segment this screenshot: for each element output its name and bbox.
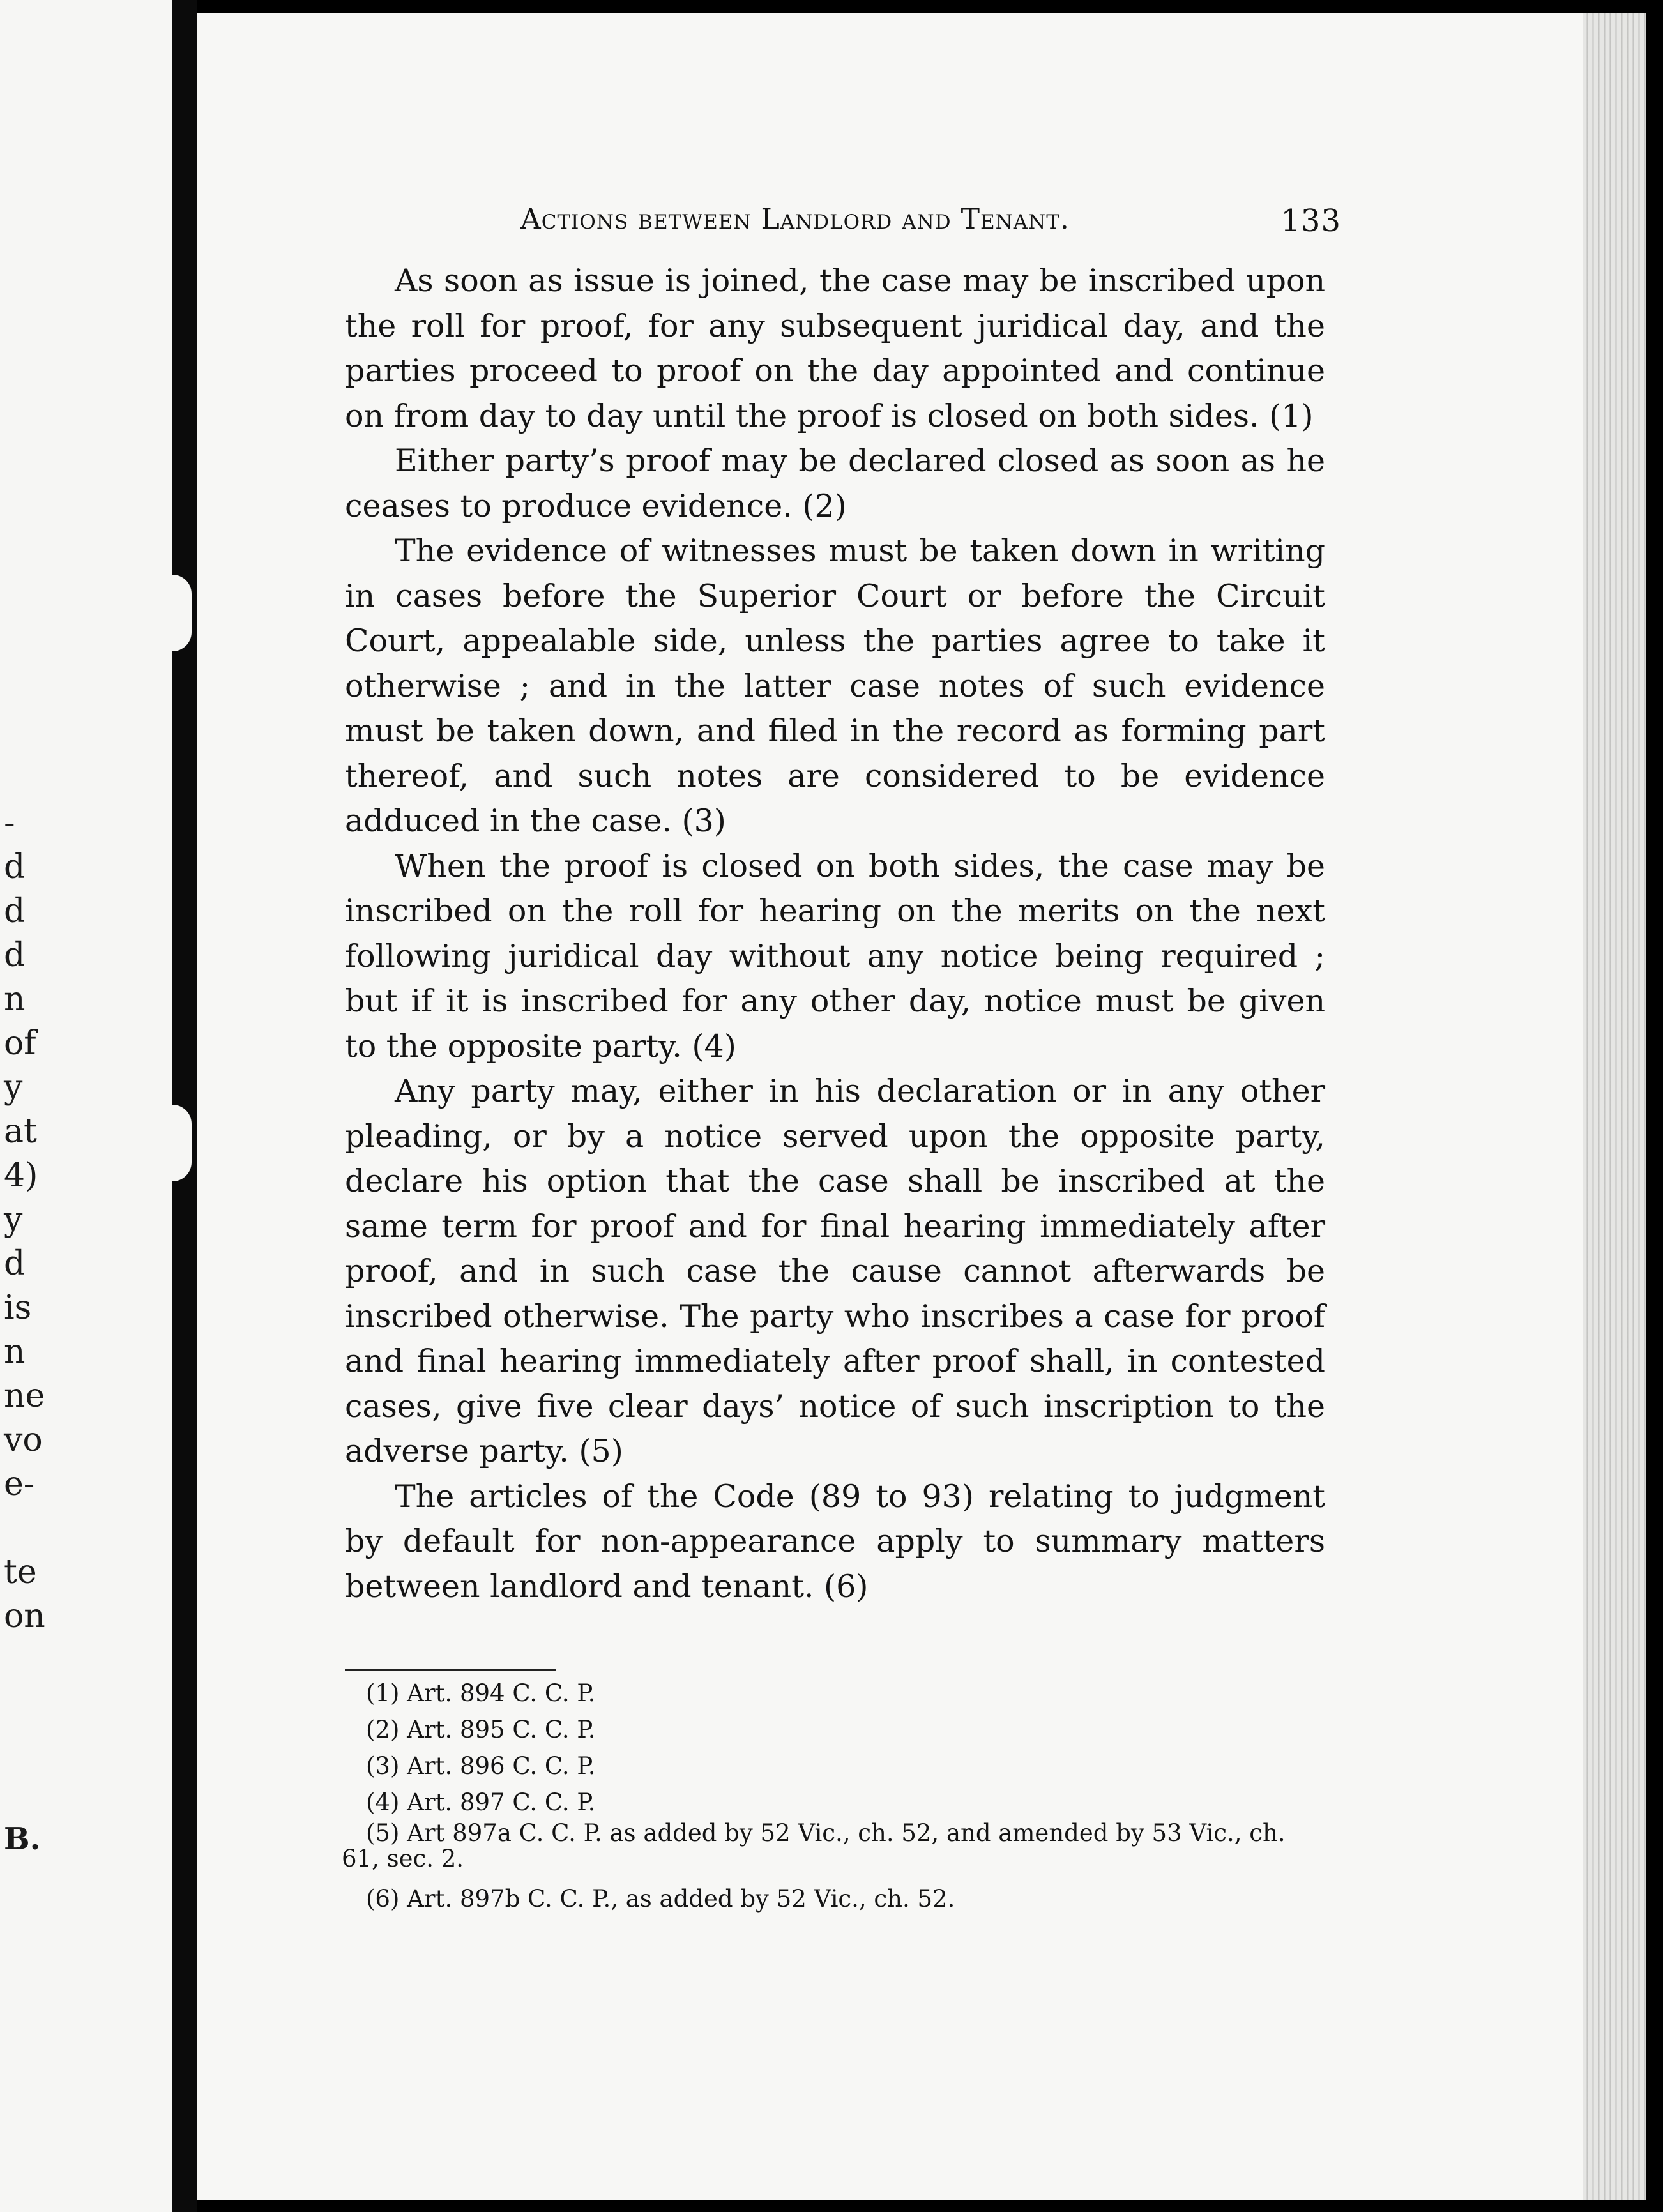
left-fragment-line: on bbox=[4, 1597, 45, 1635]
left-fragment-line: y bbox=[4, 1068, 23, 1107]
footnotes bbox=[342, 1675, 1325, 1917]
left-fragment-line: n bbox=[4, 980, 26, 1019]
left-fragment-line: at bbox=[4, 1112, 37, 1151]
left-fragment-line: d bbox=[4, 848, 26, 886]
paragraph: The evidence of witnesses must be taken down in writing in cases before the Superior Court or before the Circuit Court, appealable side, unless the parties agree to take it otherwise ; and in the latter case notes of such evidence must be taken down, and filed in the record as forming part thereof, and such notes are considered to be evidence adduced in the case. (3) bbox=[345, 533, 1325, 839]
paragraph: Any party may, either in his declaration or in any other pleading, or by a notice served upon the opposite party, declare his option that the case shall be inscribed at the same term for proof and for final hearing immediately after proof, and in such case the cause cannot afterwards be inscribed otherwise. The party who inscribes a case for proof and final hearing immediately after proof shall, in contested cases, give five clear days’ notice of such inscription to the adverse party. (5) bbox=[345, 1073, 1325, 1469]
footnote: (3) Art. 896 C. C. P. bbox=[366, 1752, 596, 1780]
left-fragment-line: n bbox=[4, 1333, 26, 1371]
footnote: (6) Art. 897b C. C. P., as added by 52 Vic., ch. 52. bbox=[366, 1885, 955, 1913]
running-head bbox=[520, 198, 1341, 243]
left-fragment-line: e- bbox=[4, 1465, 35, 1503]
left-fragment-line: d bbox=[4, 936, 26, 974]
footnote: (2) Art. 895 C. C. P. bbox=[366, 1716, 596, 1743]
page-edges bbox=[1583, 13, 1646, 2200]
left-fragment-line bbox=[4, 1506, 42, 1550]
left-page-text-fragments bbox=[4, 801, 45, 1639]
left-fragment-line: of bbox=[4, 1024, 36, 1063]
left-fragment-line: - bbox=[4, 804, 15, 842]
paragraph: When the proof is closed on both sides, the case may be inscribed on the roll for hearing on the merits on the next following juridical day without any notice being required ; but if it is inscribed for any other day, notice must be given to the opposite party. (4) bbox=[345, 847, 1325, 1064]
left-fragment-line: is bbox=[4, 1289, 32, 1327]
left-fragment-line: d bbox=[4, 892, 26, 930]
paragraph: Either party’s proof may be declared closed as soon as he ceases to produce evidence. (2) bbox=[345, 443, 1325, 524]
left-page-mark: B. bbox=[4, 1821, 41, 1857]
gutter-notch bbox=[172, 575, 192, 651]
left-page-fragment bbox=[0, 0, 172, 2212]
page-number: 133 bbox=[1280, 203, 1341, 239]
left-fragment-line: y bbox=[4, 1201, 23, 1239]
left-fragment-line: vo bbox=[4, 1421, 43, 1459]
left-fragment-line: 4) bbox=[4, 1156, 38, 1195]
paragraph: As soon as issue is joined, the case may be inscribed upon the roll for proof, for any subsequent juridical day, and the parties proceed to proof on the day appointed and continue on from day to day until the proof is closed on both sides. (1) bbox=[345, 262, 1325, 434]
footnote: (4) Art. 897 C. C. P. bbox=[366, 1789, 596, 1816]
footnote-rule bbox=[345, 1669, 556, 1671]
paragraph: The articles of the Code (89 to 93) relating to judgment by default for non-appearance apply to summary matters between landlord and tenant. (6) bbox=[345, 1478, 1325, 1605]
gutter-notch bbox=[172, 1105, 192, 1181]
left-fragment-line: te bbox=[4, 1553, 37, 1591]
footnote: (1) Art. 894 C. C. P. bbox=[366, 1679, 596, 1707]
left-fragment-line: ne bbox=[4, 1377, 45, 1415]
left-fragment-line: d bbox=[4, 1245, 26, 1283]
footnote: (5) Art 897a C. C. P. as added by 52 Vic., ch. 52, and amended by 53 Vic., ch. 61, sec. 2. bbox=[342, 1819, 1286, 1872]
body-text bbox=[345, 259, 1325, 1609]
running-head-title: Actions between Landlord and Tenant. bbox=[520, 203, 1070, 236]
